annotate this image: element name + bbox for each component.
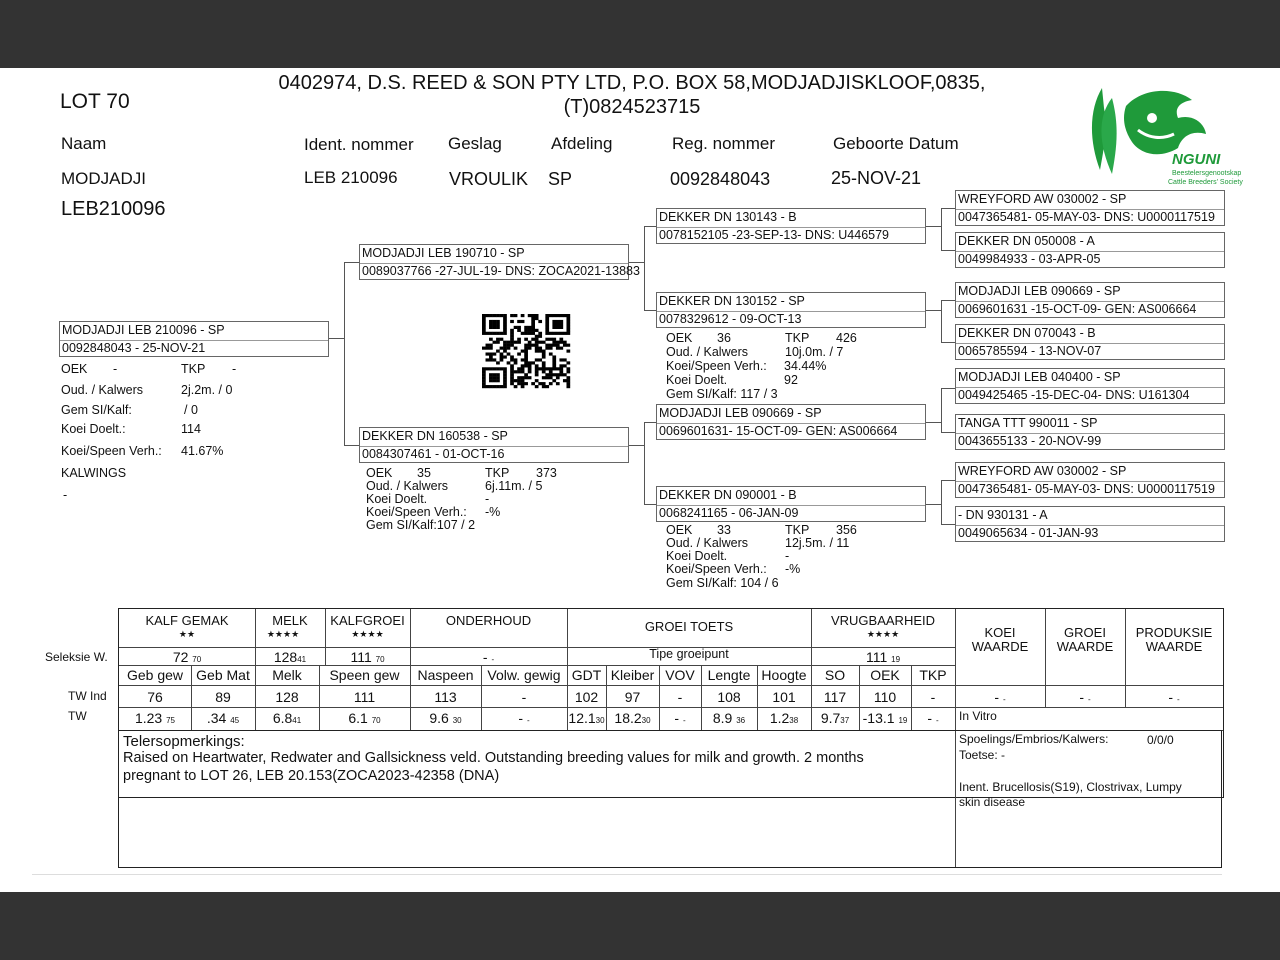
- sd-koei: 92: [784, 373, 798, 387]
- tw-13: - -: [927, 710, 939, 726]
- twind-7: 97: [624, 689, 641, 705]
- value-geslag: VROULIK: [449, 169, 529, 189]
- spoel-label: Spoelings/Embrios/Kalwers:: [959, 732, 1109, 746]
- twind-11: 117: [823, 689, 847, 705]
- value-reg: 0092848043: [670, 169, 771, 189]
- breeder-line-1: 0402974, D.S. REED & SON PTY LTD, P.O. BOX 58,MODJADJISKLOOF,0835,: [278, 72, 986, 94]
- col-gdt: GDT: [571, 667, 602, 683]
- sd-koei-label: Koei Doelt.: [666, 373, 728, 387]
- col-so: SO: [824, 667, 846, 683]
- g3-box-8: [955, 506, 1225, 542]
- lot-number: LOT 70: [60, 90, 130, 113]
- hdr-kalf-gemak: KALF GEMAK: [145, 613, 229, 628]
- dam-tkp: 373: [536, 466, 557, 480]
- animal-speen: 41.67%: [181, 444, 224, 458]
- animal-oek-label: OEK: [61, 362, 88, 376]
- dam-tkp-label: TKP: [485, 466, 510, 480]
- animal-speen-label: Koei/Speen Verh.:: [61, 444, 162, 458]
- inent-line-1: Inent. Brucellosis(S19), Clostrivax, Lumpy: [959, 780, 1182, 794]
- twind-3: 111: [353, 689, 376, 705]
- col-lengte: Lengte: [707, 667, 751, 683]
- top-dark-bar: [0, 0, 1280, 68]
- dd-oek: 33: [717, 523, 731, 537]
- animal-oud-label: Oud. / Kalwers: [61, 383, 143, 397]
- dd-koei-label: Koei Doelt.: [666, 549, 728, 563]
- sd-oud-label: Oud. / Kalwers: [666, 345, 748, 359]
- g3-box-5: [955, 368, 1225, 404]
- col-kleiber: Kleiber: [610, 667, 655, 683]
- animal-line-2: 0092848043 - 25-NOV-21: [62, 341, 206, 355]
- value-geboorte: 25-NOV-21: [831, 168, 922, 188]
- ss-line-1: DEKKER DN 130143 - B: [659, 210, 797, 224]
- animal-kalwings: -: [63, 488, 68, 502]
- tw-12: -13.1 19: [862, 710, 908, 726]
- row-label-tw-ind: TW Ind: [68, 689, 107, 703]
- g3-3-line-2: 0069601631 -15-OCT-09- GEN: AS006664: [958, 302, 1197, 316]
- twind-2: 128: [275, 689, 299, 705]
- g3-box-7: [955, 462, 1225, 498]
- animal-tkp: -: [232, 362, 237, 376]
- g3-7-line-2: 0047365481- 05-MAY-03- DNS: U0000117519: [958, 482, 1215, 496]
- ds-line-2: 0069601631- 15-OCT-09- GEN: AS006664: [659, 424, 898, 438]
- hdr-kalfgroei-stars: ★★★★: [351, 629, 384, 639]
- tw-2: 6.841: [272, 710, 302, 726]
- sd-oud: 10j.0m. / 7: [785, 345, 844, 359]
- sd-box: [656, 292, 926, 328]
- inent-line-2: skin disease: [959, 795, 1026, 809]
- animal-koei: 114: [181, 422, 201, 436]
- dd-line-2: 0068241165 - 06-JAN-09: [659, 506, 799, 520]
- dam-oud: 6j.11m. / 5: [485, 479, 543, 493]
- g3-1-line-2: 0047365481- 05-MAY-03- DNS: U0000117519: [958, 210, 1215, 224]
- g3-box-3: [955, 282, 1225, 318]
- col-geb-mat: Geb Mat: [196, 667, 250, 683]
- dd-oud: 12j.5m. / 11: [785, 536, 850, 550]
- sire-box: [359, 244, 640, 280]
- hdr-melk-stars: ★★★★: [266, 629, 300, 639]
- tw-6: 12.130: [568, 710, 605, 726]
- hdr-kalf-stars: ★★: [178, 629, 196, 639]
- sire-line-1: MODJADJI LEB 190710 - SP: [362, 246, 525, 260]
- hdr-vrugbaarheid: VRUGBAARHEID: [830, 613, 936, 628]
- sd-speen: 34.44%: [784, 359, 827, 373]
- g3-4-line-1: DEKKER DN 070043 - B: [958, 326, 1096, 340]
- tw-8: - -: [674, 710, 686, 726]
- sire-line-2: 0089037766 -27-JUL-19- DNS: ZOCA2021-13883: [362, 264, 640, 278]
- sd-oek: 36: [717, 331, 731, 345]
- dam-koei-label: Koei Doelt.: [366, 492, 428, 506]
- remarks-box: [118, 730, 1222, 868]
- dam-box: [359, 427, 629, 463]
- sd-speen-label: Koei/Speen Verh.:: [666, 359, 767, 373]
- hdr-koei-waarde-1: KOEI: [984, 625, 1016, 640]
- col-naspeen: Naspeen: [417, 667, 474, 683]
- dd-oek-label: OEK: [666, 523, 693, 537]
- animal-gem-label: Gem SI/Kalf:: [61, 403, 132, 417]
- in-vitro-label: In Vitro: [959, 709, 997, 723]
- ss-box: [656, 208, 926, 244]
- tw-9: 8.9 36: [712, 710, 746, 726]
- g3-2-line-1: DEKKER DN 050008 - A: [958, 234, 1095, 248]
- remarks-body-1: Raised on Heartwater, Redwater and Gallsickness veld. Outstanding breeding values for milk and growth. 2 months: [123, 750, 864, 766]
- catalogue-sheet: [0, 68, 1280, 892]
- sd-tkp-label: TKP: [785, 331, 810, 345]
- toetse: Toetse: -: [959, 748, 1006, 762]
- label-naam: Naam: [61, 134, 107, 153]
- sel-tipe-groeipunt: Tipe groeipunt: [649, 647, 729, 661]
- logo-title: NGUNI: [1172, 151, 1221, 168]
- twind-13: -: [930, 689, 936, 705]
- logo-sub-1: Beestelersgenootskap: [1172, 170, 1242, 177]
- twind-8: -: [677, 689, 683, 705]
- twind-groei-waarde: - -: [1079, 689, 1091, 705]
- tw-10: 1.238: [769, 710, 799, 726]
- dd-speen: -%: [785, 562, 801, 576]
- footer-divider: [32, 874, 1222, 875]
- animal-line-1: MODJADJI LEB 210096 - SP: [62, 323, 225, 337]
- dd-oud-label: Oud. / Kalwers: [666, 536, 748, 550]
- label-ident: Ident. nommer: [304, 135, 414, 154]
- g3-6-line-2: 0043655133 - 20-NOV-99: [958, 434, 1102, 448]
- dd-koei: -: [785, 549, 790, 563]
- tw-7: 18.230: [614, 710, 651, 726]
- col-geb-gew: Geb gew: [126, 667, 184, 683]
- tw-11: 9.737: [820, 710, 850, 726]
- hdr-groei-waarde-2: WAARDE: [1056, 639, 1114, 654]
- tw-0: 1.23 75: [134, 710, 176, 726]
- g3-8-line-2: 0049065634 - 01-JAN-93: [958, 526, 1099, 540]
- label-geslag: Geslag: [448, 134, 502, 153]
- breeder-line-2: (T)0824523715: [563, 96, 701, 118]
- animal-box: [59, 321, 329, 357]
- ss-line-2: 0078152105 -23-SEP-13- DNS: U446579: [659, 228, 890, 242]
- value-ident: LEB 210096: [304, 168, 398, 187]
- tw-4: 9.6 30: [429, 710, 462, 726]
- dam-koei: -: [485, 492, 490, 506]
- ds-line-1: MODJADJI LEB 090669 - SP: [659, 406, 822, 420]
- dam-oud-label: Oud. / Kalwers: [366, 479, 448, 493]
- ds-box: [656, 404, 926, 440]
- dam-speen: -%: [485, 505, 501, 519]
- hdr-prod-waarde-1: PRODUKSIE: [1135, 625, 1213, 640]
- col-vov: VOV: [665, 667, 695, 683]
- sel-melk: 12841: [273, 649, 307, 665]
- col-oek: OEK: [870, 667, 900, 683]
- tw-3: 6.1 70: [348, 710, 381, 726]
- col-hoogte: Hoogte: [761, 667, 807, 683]
- twind-1: 89: [215, 689, 231, 705]
- sel-vrug: 111 19: [865, 649, 901, 665]
- twind-6: 102: [574, 689, 599, 705]
- animal-oek: -: [113, 362, 118, 376]
- g3-5-line-1: MODJADJI LEB 040400 - SP: [958, 370, 1121, 384]
- value-afdeling: SP: [548, 169, 573, 189]
- dam-line-2: 0084307461 - 01-OCT-16: [362, 447, 505, 461]
- logo-sub-2: Cattle Breeders' Society: [1168, 179, 1243, 186]
- hdr-koei-waarde-2: WAARDE: [971, 639, 1029, 654]
- animal-tkp-label: TKP: [181, 362, 206, 376]
- animal-oud: 2j.2m. / 0: [181, 383, 233, 397]
- dd-tkp-label: TKP: [785, 523, 810, 537]
- label-reg: Reg. nommer: [672, 134, 775, 153]
- qr-code: [482, 314, 570, 388]
- g3-box-6: [955, 414, 1225, 450]
- spoel-value: 0/0/0: [1147, 733, 1174, 747]
- g3-box-2: [955, 232, 1225, 268]
- dd-box: [656, 486, 926, 522]
- sd-gem: Gem SI/Kalf: 117 / 3: [666, 387, 778, 401]
- label-geboorte: Geboorte Datum: [833, 134, 959, 153]
- g3-7-line-1: WREYFORD AW 030002 - SP: [958, 464, 1127, 478]
- g3-8-line-1: - DN 930131 - A: [958, 508, 1048, 522]
- animal-gem: / 0: [184, 403, 198, 417]
- g3-1-line-1: WREYFORD AW 030002 - SP: [958, 192, 1127, 206]
- animal-kalwings-label: KALWINGS: [61, 466, 127, 480]
- sd-tkp: 426: [836, 331, 857, 345]
- label-afdeling: Afdeling: [551, 134, 613, 153]
- g3-box-1: [955, 190, 1225, 226]
- g3-5-line-2: 0049425465 -15-DEC-04- DNS: U161304: [958, 388, 1190, 402]
- g3-2-line-2: 0049984933 - 03-APR-05: [958, 252, 1101, 266]
- sel-kalfgroei: 111 70: [350, 649, 385, 665]
- twind-10: 101: [772, 689, 796, 705]
- dd-line-1: DEKKER DN 090001 - B: [659, 488, 797, 502]
- hdr-melk: MELK: [272, 613, 308, 628]
- sel-kalf: 72 70: [172, 649, 202, 665]
- twind-12: 110: [873, 689, 897, 705]
- value-naam-2: LEB210096: [61, 198, 166, 220]
- value-naam: MODJADJI: [61, 169, 146, 188]
- g3-3-line-1: MODJADJI LEB 090669 - SP: [958, 284, 1121, 298]
- twind-5: -: [521, 689, 527, 705]
- twind-koei-waarde: - -: [994, 689, 1006, 705]
- dd-speen-label: Koei/Speen Verh.:: [666, 562, 767, 576]
- hdr-kalfgroei: KALFGROEI: [330, 613, 405, 628]
- dam-oek-label: OEK: [366, 466, 393, 480]
- g3-6-line-1: TANGA TTT 990011 - SP: [958, 416, 1098, 430]
- sd-oek-label: OEK: [666, 331, 693, 345]
- col-volw-gewig: Volw. gewig: [487, 667, 561, 683]
- dd-gem: Gem SI/Kalf: 104 / 6: [666, 576, 779, 590]
- row-label-tw: TW: [68, 709, 87, 723]
- hdr-vrug-stars: ★★★★: [866, 629, 900, 639]
- col-speen-gew: Speen gew: [329, 667, 400, 683]
- dam-gem: Gem SI/Kalf:107 / 2: [366, 518, 476, 532]
- sd-line-1: DEKKER DN 130152 - SP: [659, 294, 805, 308]
- hdr-prod-waarde-2: WAARDE: [1145, 639, 1203, 654]
- col-tkp: TKP: [919, 667, 947, 683]
- col-melk: Melk: [272, 667, 302, 683]
- twind-0: 76: [147, 689, 163, 705]
- remarks-body-2: pregnant to LOT 26, LEB 20.153(ZOCA2023-42358 (DNA): [123, 768, 500, 784]
- remarks-title: Telersopmerkings:: [123, 733, 245, 750]
- dam-line-1: DEKKER DN 160538 - SP: [362, 429, 508, 443]
- twind-9: 108: [717, 689, 741, 705]
- tw-1: .34 45: [206, 710, 240, 726]
- twind-4: 113: [434, 689, 457, 705]
- sel-onderhoud: - -: [482, 649, 495, 665]
- g3-box-4: [955, 324, 1225, 360]
- g3-4-line-2: 0065785594 - 13-NOV-07: [958, 344, 1102, 358]
- sd-line-2: 0078329612 - 09-OCT-13: [659, 312, 802, 326]
- hdr-onderhoud: ONDERHOUD: [445, 613, 532, 628]
- hdr-groei-waarde-1: GROEI: [1064, 625, 1106, 640]
- dam-speen-label: Koei/Speen Verh.:: [366, 505, 467, 519]
- dam-oek: 35: [417, 466, 431, 480]
- twind-prod-waarde: - -: [1168, 689, 1180, 705]
- animal-koei-label: Koei Doelt.:: [61, 422, 126, 436]
- dd-tkp: 356: [836, 523, 857, 537]
- hdr-groei-toets: GROEI TOETS: [644, 619, 734, 634]
- row-label-seleksie: Seleksie W.: [45, 650, 108, 664]
- bottom-dark-bar: [0, 892, 1280, 960]
- tw-5: - -: [518, 710, 530, 726]
- nguni-logo: [1082, 78, 1243, 190]
